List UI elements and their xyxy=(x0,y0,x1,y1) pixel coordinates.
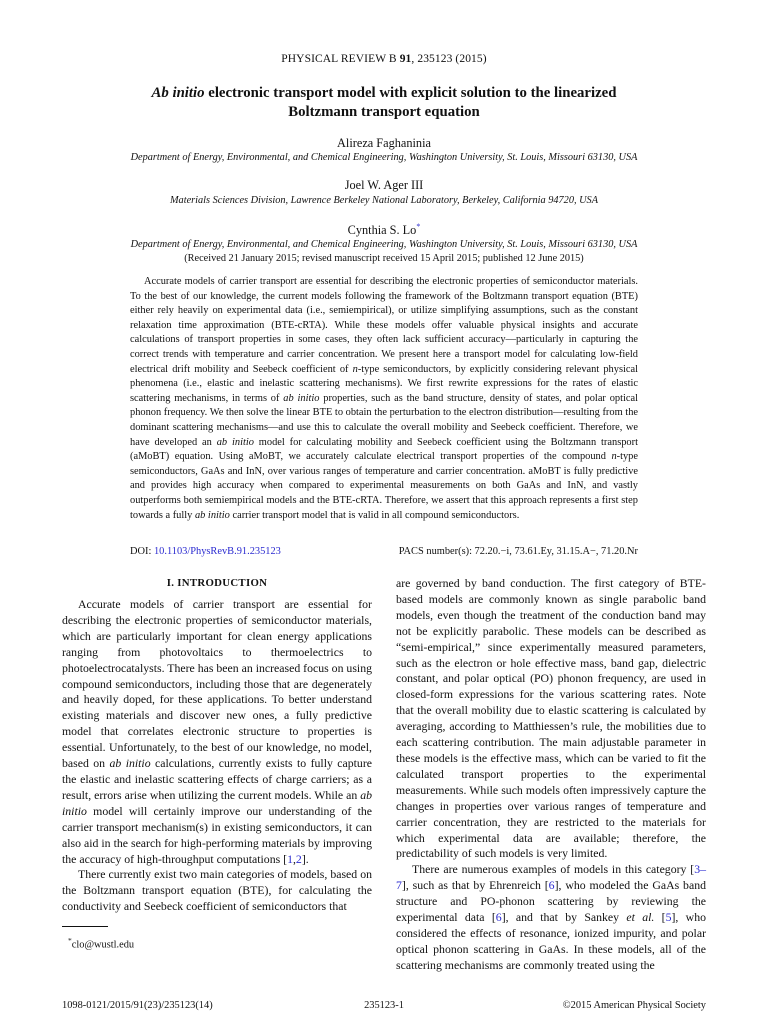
author-name: Alireza Faghaninia xyxy=(337,136,431,150)
paper-title xyxy=(100,84,668,122)
footer-page-number: 235123-1 xyxy=(364,1000,404,1011)
citation-link[interactable]: 5 xyxy=(665,910,672,925)
abstract xyxy=(130,275,638,523)
footer-issn: 1098-0121/2015/91(23)/235123(14) xyxy=(62,1000,213,1011)
citation-link[interactable]: 2 xyxy=(295,851,302,866)
body-paragraph: are governed by band conduction. The first category of BTE-based models are commonly known as single parabolic band models, even though the treatment of the conduction band may not be explicitly parabolic. These models can be described as “semi-empirical,” since experimentally measured parameters, such as the electron or hole effective mass, band gap, dielectric constant, and polar optical (PO) phonon frequency, are used in closed-form expressions for the various scattering rates. Note that the overall mobility due to elastic scattering is calculated by averaging, according to Matthiessen’s rule, the mobilities due to each scattering contribution. The main adjustable parameter in these models is the effective mass, which can be varied to fit the calculated transport properties to the experimental measurements. While such models often impressively capture the changes in properties over various ranges of temperature and carrier concentration, they are restricted to the materials for which experimental data are available; therefore, the predictability of such models is very limited. xyxy=(396,576,706,861)
corresponding-author-marker[interactable]: * xyxy=(416,222,421,231)
citation-link[interactable]: 6 xyxy=(548,878,555,893)
doi-link[interactable]: 10.1103/PhysRevB.91.235123 xyxy=(153,546,281,557)
abstract-text: Accurate models of carrier transport are essential for describing the electronic properties of semiconductor materials. To the best of our knowledge, the current models following the framework of the Boltzmann transport equation (BTE) either rely heavily on experimental data (i.e., semiempirical), or utilize simplifying assumptions, such as the constant relaxation time approximation (BTE-cRTA). While these models offer valuable physical insights and accurate calculations of transport properties in some cases, they often lack sufficient accuracy—particularly in capturing the correct trends with temperature and carrier concentration. We present here a transport model for calculating low-field electrical drift mobility and Seebeck coefficient of n-type semiconductors, by explicitly considering relevant physical phenomena (i.e., elastic and inelastic scattering mechanisms). We first rewrite expressions for the rates of elastic scattering mechanisms, in terms of ab initio properties, such as the band structure, density of states, and polar optical phonon frequency. We then solve the linear BTE to obtain the perturbation to the electron distribution—resulting from the dominant scattering mechanisms—and use this to calculate the overall mobility and Seebeck coefficient. Therefore, we have developed an ab initio model for calculating mobility and Seebeck coefficient using the Boltzmann transport (aMoBT) equation. Using aMoBT, we accurately calculate electrical transport properties of the compound n-type semiconductors, GaAs and InN, over various ranges of temperature and carrier concentration. aMoBT is fully predictive and provides high accuracy when compared to experimental measurements on both GaAs and InN, and vastly outperforms both semiempirical models and the BTE-cRTA. Therefore, we assert that this approach represents a first step towards a fully ab initio carrier transport model that is valid in all compound semiconductors. xyxy=(130,276,638,521)
footnote-marker: * xyxy=(68,936,72,945)
received-dates: (Received 21 January 2015; revised manuscript received 15 April 2015; published 12 June 2015) xyxy=(184,253,584,264)
footnote xyxy=(68,936,134,950)
footnote-divider xyxy=(62,926,108,927)
author-name: Joel W. Ager III xyxy=(344,178,424,192)
body-column-left xyxy=(62,576,372,915)
body-paragraph: There currently exist two main categories of models, based on the Boltzmann transport equation (BTE), for calculating the conductivity and Seebeck coefficient of semiconductors that xyxy=(62,867,372,914)
body-paragraph: There are numerous examples of models in this category [3–7], such as that by Ehrenreich [6], who modeled the GaAs band structure and PO-phonon scattering by reviewing the experimental data [6], and that by Sankey et al. [5], who considered the effects of resonance, ionized impurity, and polar optical phonon scattering in GaAs. In these models, all of the scattering mechanisms are commonly treated using the xyxy=(396,862,706,972)
section-heading: I. INTRODUCTION xyxy=(166,577,268,589)
footnote-email[interactable]: clo@wustl.edu xyxy=(71,939,135,951)
body-paragraph: Accurate models of carrier transport are essential for describing the electronic properties of semiconductor materials, which are particularly important for clean energy applications ranging from photovoltaics to thermoelectrics to photoelectrocatalysts. There has been an increased focus on using compound semiconductors, including those that are degenerately and heavily doped, for these applications. To better understand existing materials and discover new ones, a fully predictive model that correlates electronic structure to properties is essential. Unfortunately, to the best of our knowledge, no model, based on ab initio calculations, currently exists to fully capture the elastic and inelastic scattering effects of charge carriers; as a result, errors arise when utilizing the current models. While an ab initio model will certainly improve our understanding of the carrier transport mechanism(s) in existing semiconductors, it can also aid in the search for high-performing materials by improving the accuracy of high-throughput computations [1,2]. xyxy=(62,597,372,866)
body-column-right xyxy=(396,576,706,974)
doi-label: DOI: xyxy=(130,546,154,557)
footer-copyright: ©2015 American Physical Society xyxy=(562,1000,706,1011)
citation-link[interactable]: 6 xyxy=(495,910,502,925)
doi xyxy=(130,546,281,557)
journal-volume: 91 xyxy=(399,53,412,65)
title-italic: Ab initio xyxy=(151,85,205,101)
journal-name: PHYSICAL REVIEW B xyxy=(281,53,397,65)
author-affiliation: Department of Energy, Environmental, and Chemical Engineering, Washington University, St. Louis, Missouri 63130, USA xyxy=(130,152,638,163)
journal-header xyxy=(0,53,768,65)
pacs-numbers: PACS number(s): 72.20.−i, 73.61.Ey, 31.15.A−, 71.20.Nr xyxy=(398,546,638,557)
author-name-corresponding xyxy=(0,222,768,238)
citation-link[interactable]: 3–7 xyxy=(396,862,706,893)
author-affiliation: Department of Energy, Environmental, and Chemical Engineering, Washington University, St. Louis, Missouri 63130, USA xyxy=(130,239,638,250)
title-line1: electronic transport model with explicit solution to the linearized xyxy=(204,85,617,101)
title-line2: Boltzmann transport equation xyxy=(288,104,480,120)
author-name: Cynthia S. Lo xyxy=(347,223,417,238)
citation-link[interactable]: 1 xyxy=(287,851,293,866)
author-affiliation: Materials Sciences Division, Lawrence Berkeley National Laboratory, Berkeley, California 94720, USA xyxy=(169,195,598,206)
journal-pages: , 235123 (2015) xyxy=(411,53,487,65)
